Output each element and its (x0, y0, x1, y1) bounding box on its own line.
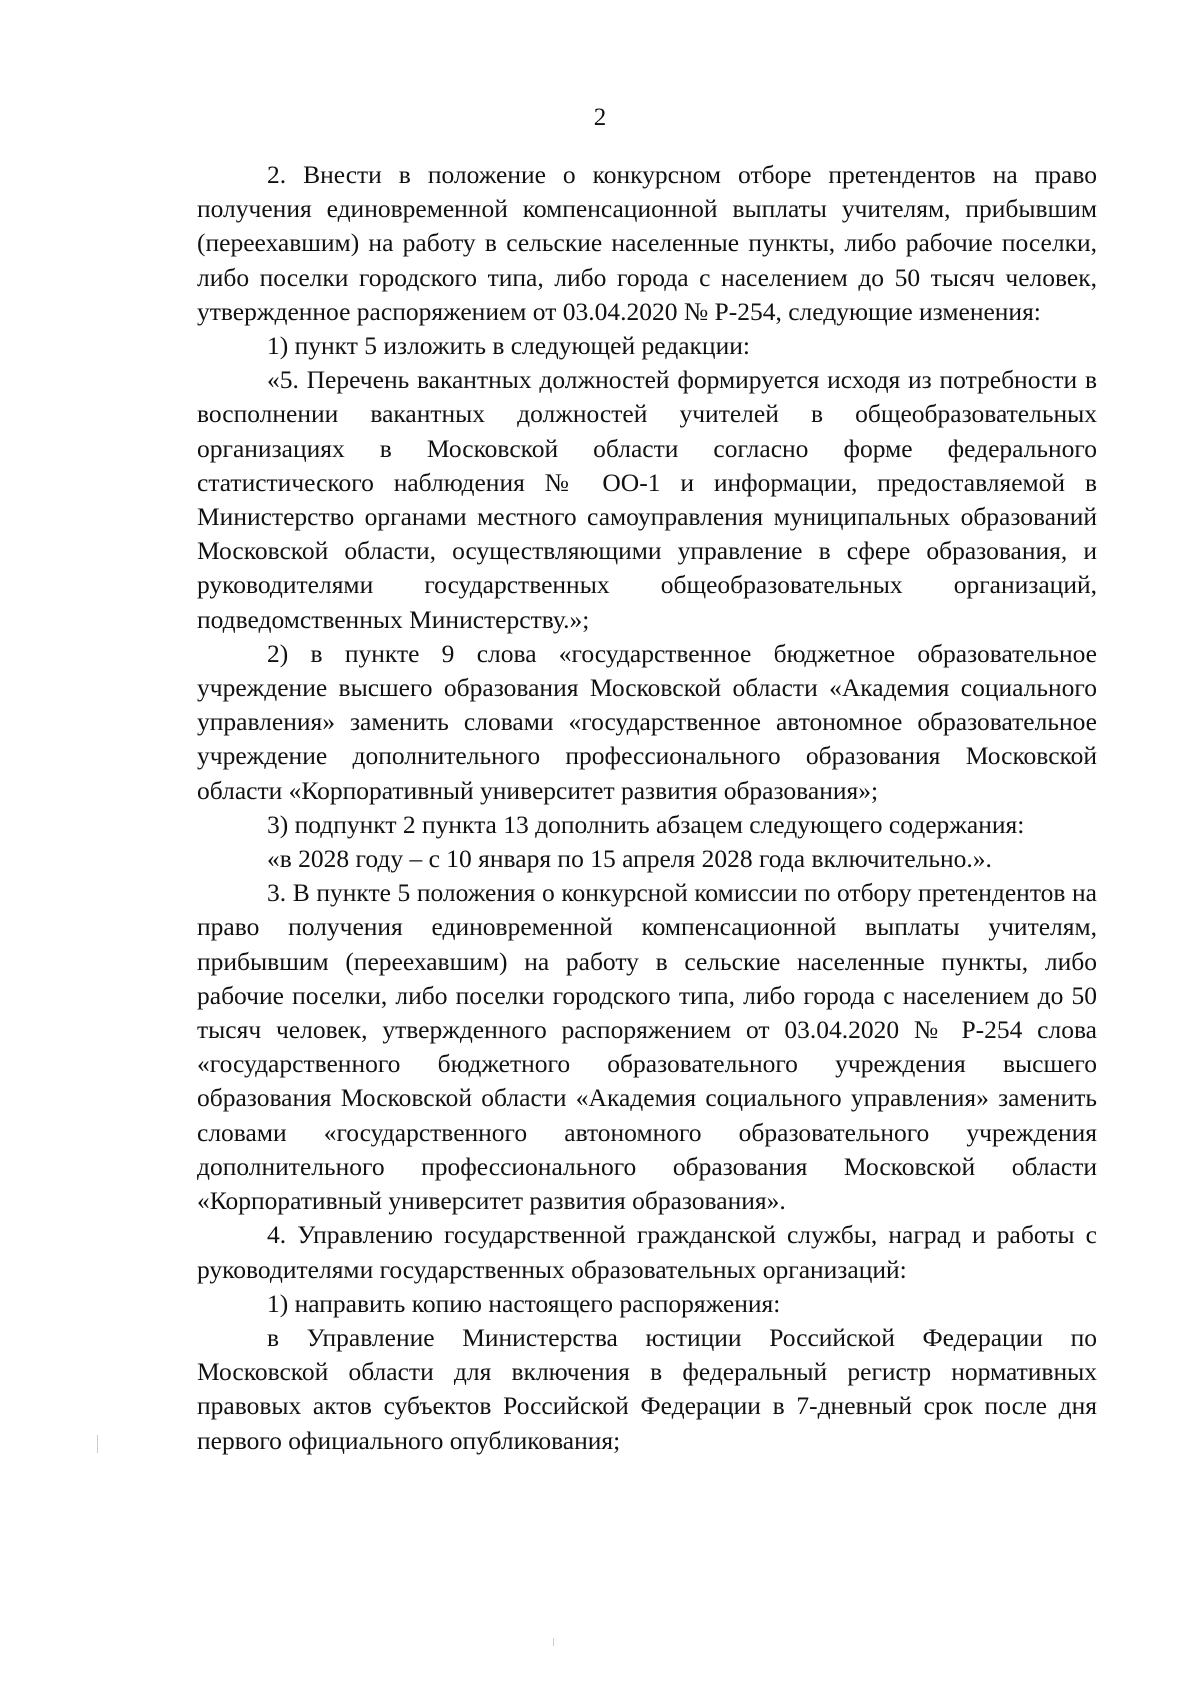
page-number: 2 (593, 104, 607, 131)
recipient-clause: в Управление Министерства юстиции Российской Федерации по Московской области для включения в федеральный регистр нормативных правовых актов субъектов Российской Федерации в 7-дневный срок после дня первого официального опубликования; (197, 1322, 1097, 1455)
subparagraph-2: 2) в пункте 9 слова «государственное бюджетное образовательное учреждение высшего образования Московской области «Академия социального управления» заменить словами «государственное автономное образовательное учреждение дополнительного профессионального образования Московской области «Корпоративный университет развития образования»; (197, 638, 1097, 805)
paragraph-item-2: 2. Внести в положение о конкурсном отборе претендентов на право получения единовременной компенсационной выплаты учителям, прибывшим (переехавшим) на работу в сельские населенные пункты, либо рабочие поселки, либо поселки городского типа, либо города с населением до 50 тысяч человек, утвержденное распоряжением от 03.04.2020 № Р-254, следующие изменения: (197, 160, 1097, 326)
scan-artifact (97, 1435, 98, 1453)
subparagraph-4-1: 1) направить копию настоящего распоряжения: (267, 1288, 781, 1318)
quoted-point-5: «5. Перечень вакантных должностей формируется исходя из потребности в восполнении вакантных должностей учителей в общеобразовательных организациях в Московской области согласно форме федерального статистического наблюдения № ОО-1 и информации, предоставляемой в Министерство органами местного самоуправления муниципальных образований Московской области, осуществляющими управление в сфере образования, и руководителями государственных общеобразовательных организаций, подведомственных Министерству.»; (197, 365, 1097, 634)
document-body (197, 158, 1097, 1458)
paragraph-item-4: 4. Управлению государственной гражданской службы, наград и работы с руководителями государственных образовательных организаций: (197, 1220, 1097, 1284)
scan-artifact (553, 1638, 554, 1646)
paragraph-item-3: 3. В пункте 5 положения о конкурсной комиссии по отбору претендентов на право получения единовременной компенсационной выплаты учителям, прибывшим (переехавшим) на работу в сельские населенные пункты, либо рабочие поселки, либо поселки городского типа, либо города с населением до 50 тысяч человек, утвержденного распоряжением от 03.04.2020 № Р-254 слова «государственного бюджетного образовательного учреждения высшего образования Московской области «Академия социального управления» заменить словами «государственного автономного образовательного учреждения дополнительного профессионального образования Московской области «Корпоративный университет развития образования». (197, 878, 1097, 1216)
subparagraph-3: 3) подпункт 2 пункта 13 дополнить абзацем следующего содержания: (267, 809, 1025, 839)
subparagraph-1: 1) пункт 5 изложить в следующей редакции: (267, 331, 750, 361)
quoted-addition: «в 2028 году – с 10 января по 15 апреля 2028 года включительно.». (267, 844, 992, 874)
